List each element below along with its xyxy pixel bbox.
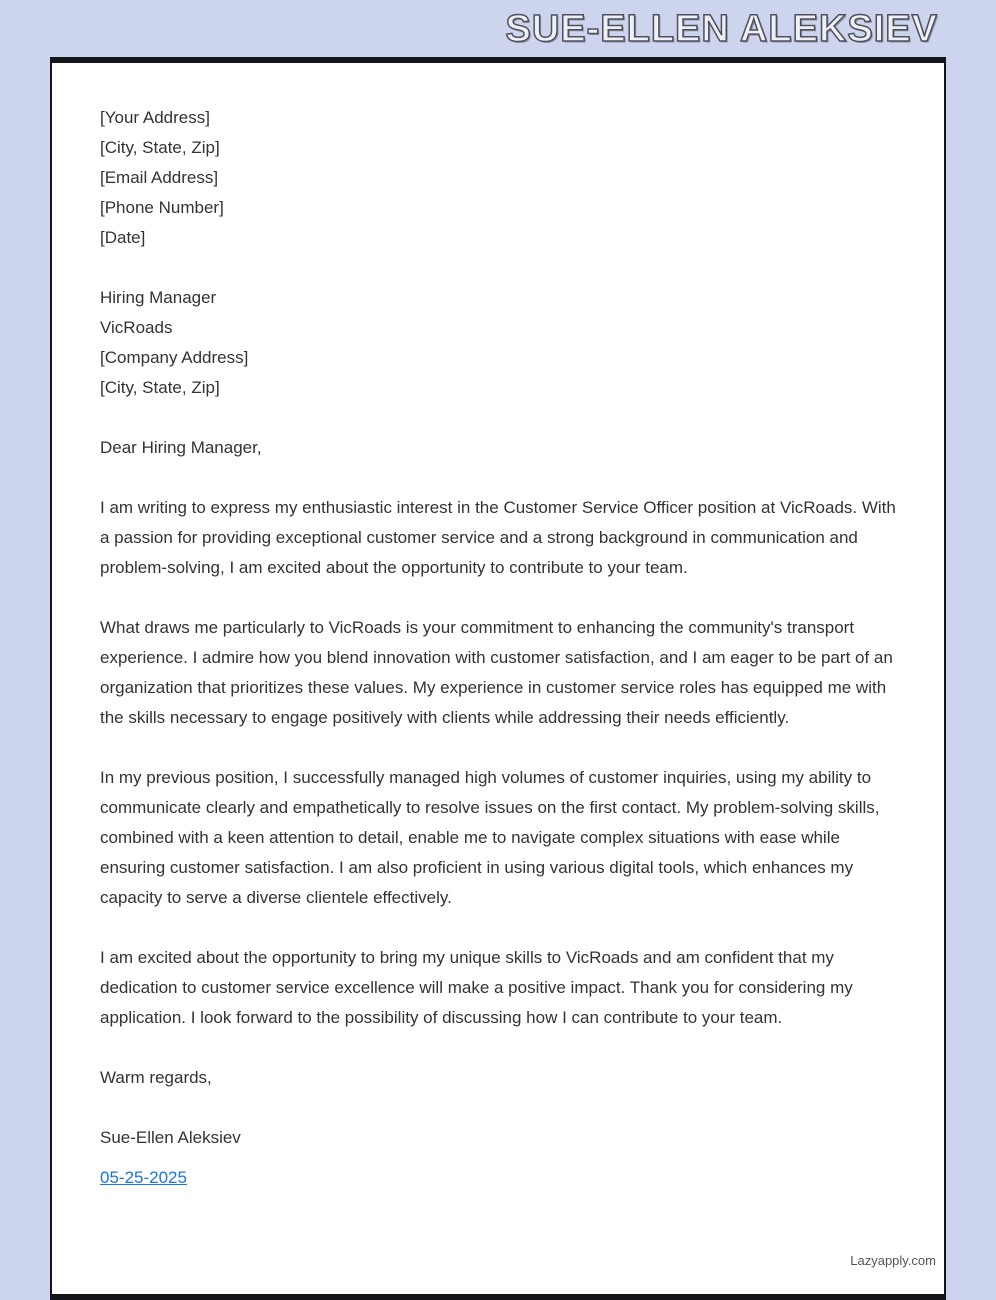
date-link[interactable]: 05-25-2025 (100, 1168, 187, 1187)
page-title: SUE-ELLEN ALEKSIEV (505, 8, 938, 50)
sender-address-block (100, 103, 896, 253)
recipient-block (100, 283, 896, 403)
sender-email-line: [Email Address] (100, 168, 219, 187)
sender-address-line: [Your Address] (100, 108, 210, 127)
recipient-city-line: [City, State, Zip] (100, 378, 220, 397)
paragraph-conclusion: I am excited about the opportunity to bring my unique skills to VicRoads and am confident that my dedication to customer service excellence will make a positive impact. Thank you for considering my application. I look forward to the possibility of discussing how I can contribute to your team. (100, 948, 853, 1027)
recipient-company-line: VicRoads (100, 318, 173, 337)
header (0, 0, 996, 57)
watermark-text: Lazyapply.com (850, 1253, 936, 1268)
signature-name: Sue-Ellen Aleksiev (100, 1128, 241, 1147)
salutation: Dear Hiring Manager, (100, 438, 262, 457)
paragraph-intro: I am writing to express my enthusiastic interest in the Customer Service Officer position at VicRoads. With a passion for providing exceptional customer service and a strong background in communication and problem-solving, I am excited about the opportunity to contribute to your team. (100, 498, 896, 577)
sender-city-line: [City, State, Zip] (100, 138, 220, 157)
paragraph-motivation: What draws me particularly to VicRoads is your commitment to enhancing the community's transport experience. I admire how you blend innovation with customer satisfaction, and I am eager to be part of an organization that prioritizes these values. My experience in customer service roles has equipped me with the skills necessary to engage positively with clients while addressing their needs efficiently. (100, 618, 893, 727)
recipient-address-line: [Company Address] (100, 348, 249, 367)
letter-page (50, 57, 946, 1300)
recipient-title-line: Hiring Manager (100, 288, 217, 307)
paragraph-experience: In my previous position, I successfully managed high volumes of customer inquiries, using my ability to communicate clearly and empathetically to resolve issues on the first contact. My problem-solving skills, combined with a keen attention to detail, enable me to navigate complex situations with ease while ensuring customer satisfaction. I am also proficient in using various digital tools, which enhances my capacity to serve a diverse clientele effectively. (100, 768, 880, 907)
sender-phone-line: [Phone Number] (100, 198, 224, 217)
closing: Warm regards, (100, 1068, 212, 1087)
sender-date-line: [Date] (100, 228, 146, 247)
